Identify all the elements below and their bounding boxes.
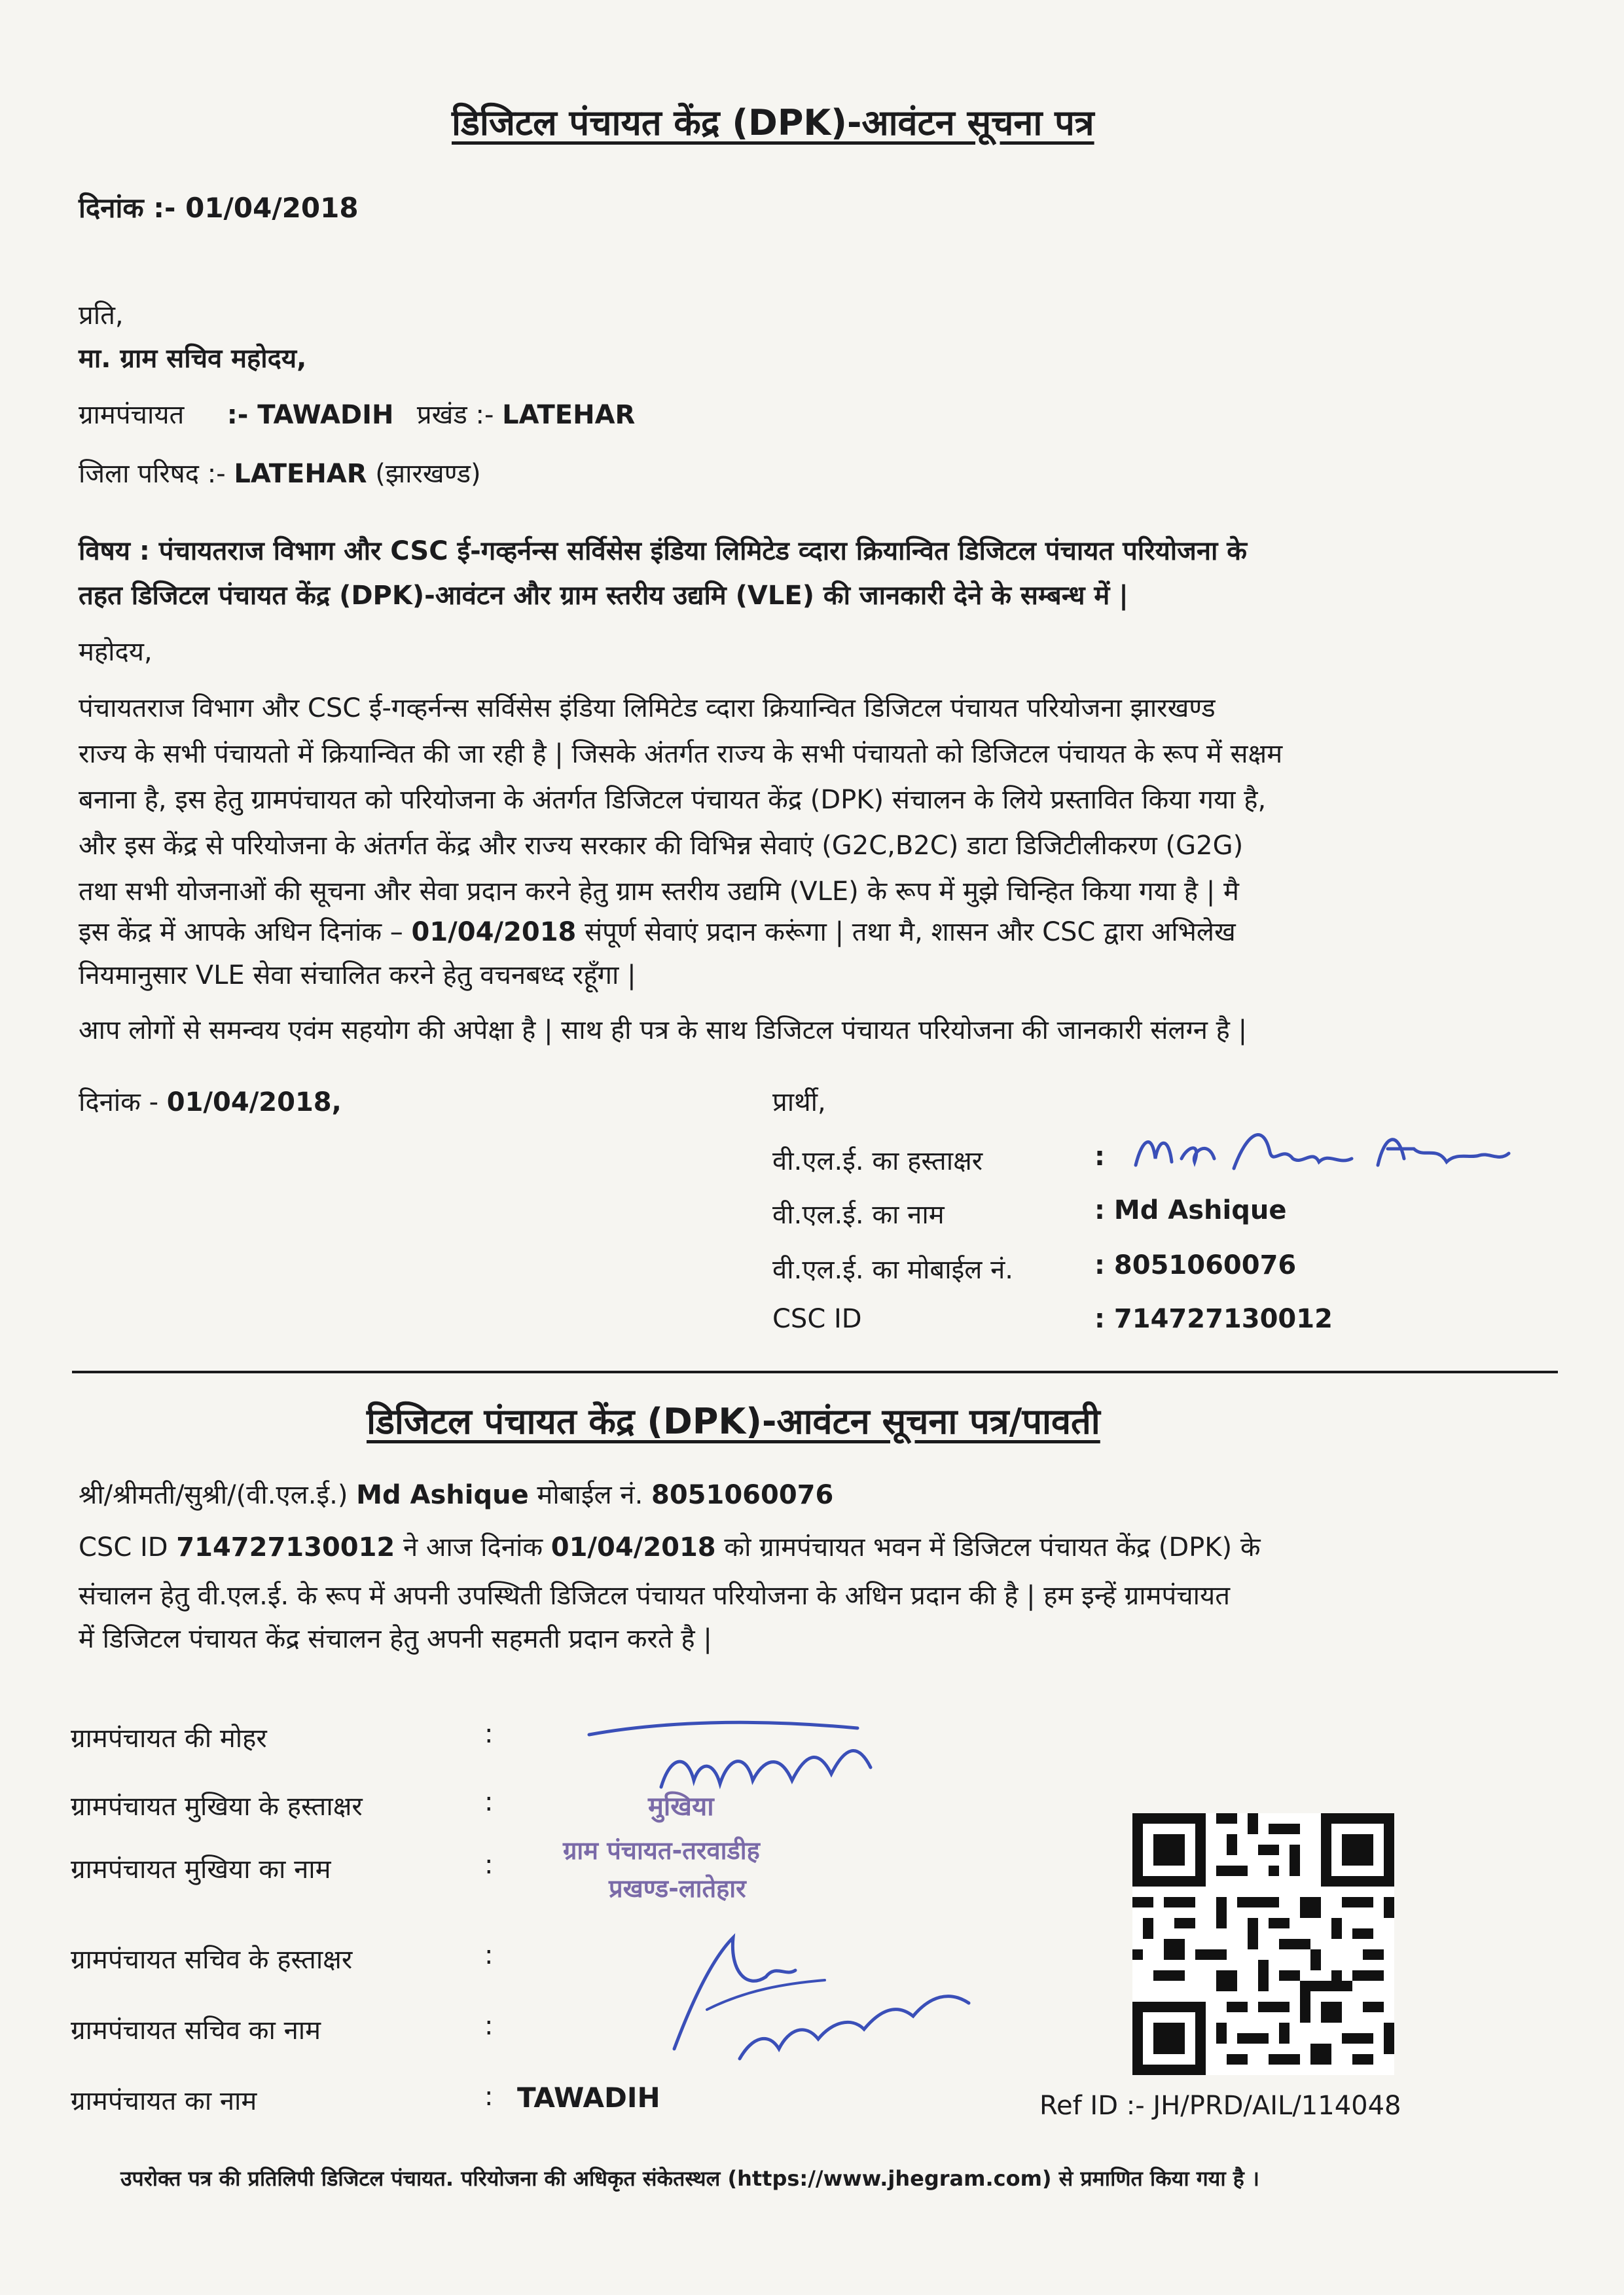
field-gp-name-label: ग्रामपंचायत का नाम <box>71 2086 257 2116</box>
sign-date-label: दिनांक - <box>79 1087 167 1117</box>
mukhiya-signature <box>583 1715 949 1813</box>
subject-line-1: विषय : पंचायतराज विभाग और CSC ई-गव्हर्नन्स सर्विसेस इंडिया लिमिटेड व्दारा क्रियान्वित डिजिटल पंचायत परियोजना के <box>79 536 1248 566</box>
vle-mobile-value: : 8051060076 <box>1094 1250 1297 1280</box>
body-line-5: तथा सभी योजनाओं की सूचना और सेवा प्रदान करने हेतु ग्राम स्तरीय उद्यमि (VLE) के रूप में मुझे चिन्हित किया गया है | मै <box>79 876 1239 907</box>
receipt-csc-id: 714727130012 <box>176 1532 395 1563</box>
vle-sign-label: वी.एल.ई. का हस्ताक्षर <box>772 1146 983 1176</box>
stamp-line-3: प्रखण्ड-लातेहार <box>609 1874 746 1903</box>
receipt-mobile-label: मोबाईल नं. <box>528 1480 652 1510</box>
sign-date-line <box>79 1083 342 1119</box>
receipt-mobile-value: 8051060076 <box>651 1480 834 1510</box>
body-line-6-a: इस केंद्र में आपके अधिन दिनांक – <box>79 917 412 947</box>
addressee: मा. ग्राम सचिव महोदय, <box>79 344 307 374</box>
sign-date-value: 01/04/2018, <box>166 1087 342 1117</box>
receipt-line-2-b: ने आज दिनांक <box>395 1532 551 1563</box>
body-line-6-b: संपूर्ण सेवाएं प्रदान करूंगा | तथा मै, शासन और CSC द्वारा अभिलेख <box>576 917 1236 947</box>
receipt-line-2 <box>79 1528 1261 1564</box>
closing-line: आप लोगों से समन्वय एवंम सहयोग की अपेक्षा है | साथ ही पत्र के साथ डिजिटल पंचायत परियोजना की जानकारी संलग्न है | <box>79 1015 1248 1045</box>
field-mukhiya-sign-colon: : <box>484 1787 494 1817</box>
stamp-line-1: मुखिया <box>648 1792 714 1822</box>
section-divider <box>72 1371 1558 1373</box>
field-secretary-sign-colon: : <box>484 1940 494 1970</box>
field-seal-label: ग्रामपंचायत की मोहर <box>71 1724 267 1754</box>
district-line <box>79 454 481 490</box>
csc-id-label: CSC ID <box>772 1304 862 1334</box>
receipt-line-1 <box>79 1475 833 1511</box>
applicant-label: प्रार्थी, <box>772 1087 826 1117</box>
receipt-line-3: संचालन हेतु वी.एल.ई. के रूप में अपनी उपस्थिती डिजिटल पंचायत परियोजना के अधिन प्रदान की है | हम इन्हें ग्रामपंचायत <box>79 1581 1231 1611</box>
gp-sep: :- <box>226 400 258 430</box>
field-secretary-sign-label: ग्रामपंचायत सचिव के हस्ताक्षर <box>71 1945 353 1975</box>
body-line-1: पंचायतराज विभाग और CSC ई-गव्हर्नन्स सर्विसेस इंडिया लिमिटेड व्दारा क्रियान्वित डिजिटल पंचायत परियोजना झारखण्ड <box>79 693 1216 723</box>
date-value: 01/04/2018 <box>185 192 359 224</box>
date-label: दिनांक :- <box>79 192 186 224</box>
field-gp-name-value: TAWADIH <box>517 2082 660 2114</box>
subject-line-2: तहत डिजिटल पंचायत केंद्र (DPK)-आवंटन और ग्राम स्तरीय उद्यमि (VLE) की जानकारी देने के सम्बन्ध में | <box>79 581 1128 611</box>
vle-signature <box>1123 1113 1515 1185</box>
body-line-6-date: 01/04/2018 <box>411 917 577 947</box>
vle-sign-colon: : <box>1094 1142 1105 1172</box>
district-label: जिला परिषद :- <box>79 459 234 489</box>
secretary-signature <box>655 1918 1008 2069</box>
receipt-vle-prefix: श्री/श्रीमती/सुश्री/(वी.एल.ई.) <box>79 1480 357 1510</box>
footer-note: उपरोक्त पत्र की प्रतिलिपी डिजिटल पंचायत. परियोजना की अधिकृत संकेतस्थल (https://www.jhegram.com) से प्रमाणित किया गया है । <box>120 2166 1260 2191</box>
body-line-6 <box>79 913 1236 949</box>
receipt-line-4: में डिजिटल पंचायत केंद्र संचालन हेतु अपनी सहमती प्रदान करते है | <box>79 1624 712 1654</box>
gp-label: ग्रामपंचायत <box>79 400 185 430</box>
receipt-csc-label: CSC ID <box>79 1532 177 1563</box>
ref-id: Ref ID :- JH/PRD/AIL/114048 <box>1039 2091 1401 2121</box>
qr-code-icon <box>1132 1813 1394 2075</box>
field-gp-name-colon: : <box>484 2082 494 2112</box>
block-value: LATEHAR <box>502 400 636 430</box>
vle-name-label: वी.एल.ई. का नाम <box>772 1200 945 1230</box>
salutation: महोदय, <box>79 637 153 667</box>
body-line-4: और इस केंद्र से परियोजना के अंतर्गत केंद्र और राज्य सरकार की विभिन्न सेवाएं (G2C,B2C) डाटा डिजिटीलीकरण (G2G) <box>79 831 1244 861</box>
receipt-date: 01/04/2018 <box>550 1532 716 1563</box>
field-secretary-name-colon: : <box>484 2011 494 2041</box>
stamp-line-2: ग्राम पंचायत-तरवाडीह <box>563 1836 760 1865</box>
receipt-line-2-c: को ग्रामपंचायत भवन में डिजिटल पंचायत केंद्र (DPK) के <box>715 1532 1261 1563</box>
body-line-2: राज्य के सभी पंचायतो में क्रियान्वित की जा रही है | जिसके अंतर्गत राज्य के सभी पंचायतो को डिजिटल पंचायत के रूप में सक्षम <box>79 739 1283 769</box>
receipt-title: डिजिटल पंचायत केंद्र (DPK)-आवंटन सूचना पत्र/पावती <box>367 1401 1100 1442</box>
receipt-vle-name: Md Ashique <box>356 1480 529 1510</box>
field-seal-colon: : <box>484 1719 494 1749</box>
csc-id-value: : 714727130012 <box>1094 1304 1333 1334</box>
letter-title: डिजिटल पंचायत केंद्र (DPK)-आवंटन सूचना पत्र <box>452 102 1094 143</box>
district-value: LATEHAR <box>234 459 367 489</box>
vle-mobile-label: वी.एल.ई. का मोबाईल नं. <box>772 1255 1014 1285</box>
block-label: प्रखंड :- <box>416 400 503 430</box>
body-line-3: बनाना है, इस हेतु ग्रामपंचायत को परियोजना के अंतर्गत डिजिटल पंचायत केंद्र (DPK) संचालन के लिये प्रस्तावित किया गया है, <box>79 785 1267 815</box>
field-mukhiya-name-label: ग्रामपंचायत मुखिया का नाम <box>71 1854 331 1885</box>
to-label: प्रति, <box>79 300 124 331</box>
field-mukhiya-sign-label: ग्रामपंचायत मुखिया के हस्ताक्षर <box>71 1792 363 1822</box>
gp-value: TAWADIH <box>257 400 394 430</box>
date-line <box>79 189 359 226</box>
field-mukhiya-name-colon: : <box>484 1850 494 1880</box>
vle-name-value: : Md Ashique <box>1094 1195 1287 1225</box>
field-secretary-name-label: ग्रामपंचायत सचिव का नाम <box>71 2015 321 2046</box>
gp-line <box>79 395 635 431</box>
state-label: (झारखण्ड) <box>375 459 481 489</box>
body-line-7: नियमानुसार VLE सेवा संचालित करने हेतु वचनबध्द रहूँगा | <box>79 960 636 990</box>
